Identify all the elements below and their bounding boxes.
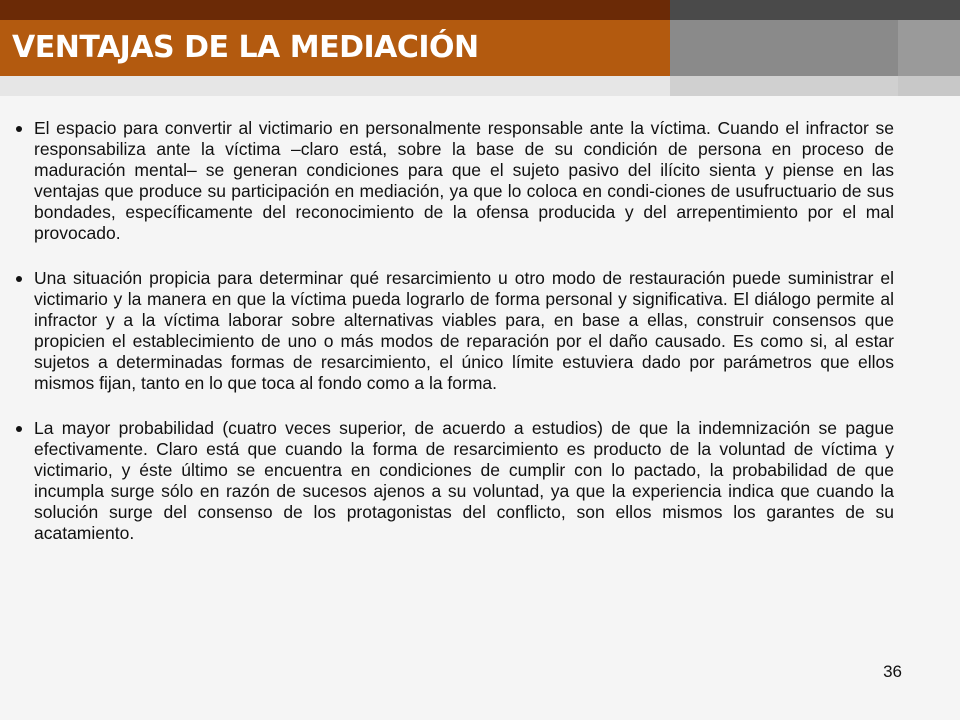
header-band-bottom-middle [670, 76, 898, 96]
bullet-text-2: Una situación propicia para determinar qué resarcimiento u otro modo de restauración puede suministrar el victimario y la manera en que la víctima pueda lograrlo de forma personal y significativa. El diálogo permite al infractor y a la víctima laborar sobre alternativas viables para, en base a ellas, construir consensos que propicien el establecimiento de uno o más modos de reparación por el daño causado. Es como si, al estar sujetos a determinadas formas de resarcimiento, el único límite estuviera dado por parámetros que ellos mismos fijan, tanto en lo que toca al fondo como a la forma. [34, 268, 894, 393]
header-band-top-left [0, 0, 670, 20]
header-band-top-right [898, 0, 960, 20]
bullet-text-1: El espacio para convertir al victimario en personalmente responsable ante la víctima. Cuando el infractor se responsabiliza ante la víctima –claro está, sobre la base de su condición de persona en proceso de maduración mental– se generan condiciones para que el sujeto pasivo del ilícito sienta y piense en las ventajas que produce su participación en mediación, ya que lo coloca en condi-ciones de usufructuario de sus bondades, específicamente del reconocimiento de la ofensa producida y del arrepentimiento por el mal provocado. [34, 118, 894, 243]
bullet-item-3 [14, 418, 894, 544]
header-band-bottom-right [898, 76, 960, 96]
page-number: 36 [883, 662, 902, 681]
header-band-top-middle [670, 0, 898, 20]
bullet-list [14, 118, 894, 544]
bullet-item-1 [14, 118, 894, 244]
bullet-dot-icon [16, 126, 22, 132]
header-band-main-right [898, 20, 960, 76]
bullet-dot-icon [16, 426, 22, 432]
bullet-item-2 [14, 268, 894, 394]
header-band-bottom-left [0, 76, 670, 96]
header-band-main-middle [670, 20, 898, 76]
slide-title: VENTAJAS DE LA MEDIACIÓN [12, 30, 479, 65]
bullet-text-3: La mayor probabilidad (cuatro veces superior, de acuerdo a estudios) de que la indemnización se pague efectivamente. Claro está que cuando la forma de resarcimiento es producto de la voluntad de víctima y victimario, y éste último se encuentra en condiciones de cumplir con lo pactado, la probabilidad de que incumpla surge sólo en razón de sucesos ajenos a su voluntad, ya que la experiencia indica que cuando la solución surge del consenso de los protagonistas del conflicto, son ellos mismos los garantes de su acatamiento. [34, 418, 894, 543]
bullet-dot-icon [16, 276, 22, 282]
